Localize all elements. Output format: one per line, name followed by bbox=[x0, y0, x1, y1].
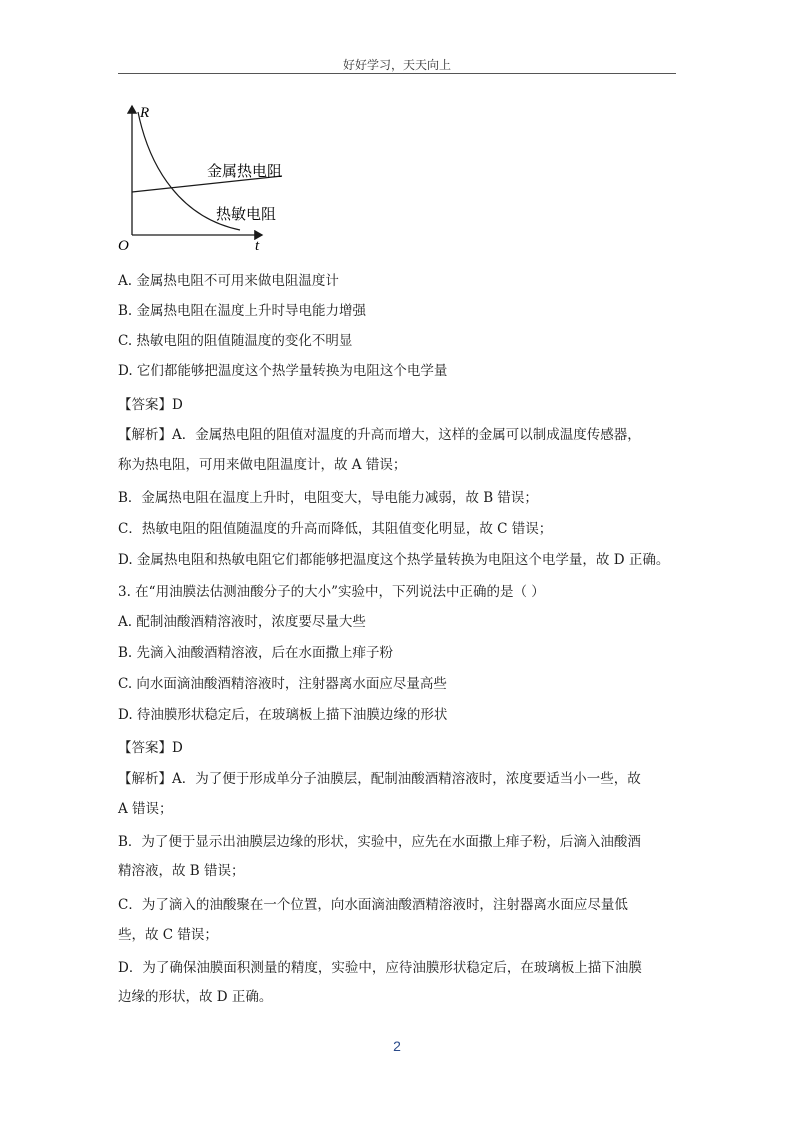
analysis-3-line-7: D．为了确保油膜面积测量的精度，实验中，应待油膜形状稳定后，在玻璃板上描下油膜 bbox=[118, 960, 642, 976]
answer-2: 【答案】D bbox=[118, 397, 183, 413]
x-axis-label: t bbox=[255, 238, 260, 254]
origin-label: O bbox=[118, 238, 129, 254]
resistance-temperature-graph bbox=[112, 100, 312, 260]
analysis-2-line-1: 【解析】A．金属热电阻的阻值对温度的升高而增大，这样的金属可以制成温度传感器， bbox=[118, 427, 641, 443]
page-number: 2 bbox=[393, 1038, 401, 1054]
option-3a: A. 配制油酸酒精溶液时，浓度要尽量大些 bbox=[118, 614, 366, 630]
question-3: 3. 在“用油膜法估测油酸分子的大小”实验中，下列说法中正确的是（ ） bbox=[118, 584, 545, 600]
analysis-3-line-2: A 错误； bbox=[118, 801, 173, 817]
analysis-3-line-5: C．为了滴入的油酸聚在一个位置，向水面滴油酸酒精溶液时，注射器离水面应尽量低 bbox=[118, 897, 628, 913]
option-3c: C. 向水面滴油酸酒精溶液时，注射器离水面应尽量高些 bbox=[118, 676, 447, 692]
thermistor-label: 热敏电阻 bbox=[216, 205, 277, 223]
analysis-3-line-6: 些，故 C 错误； bbox=[118, 927, 218, 943]
analysis-2-line-5: D. 金属热电阻和热敏电阻它们都能够把温度这个热学量转换为电阻这个电学量，故 D 正确。 bbox=[118, 552, 670, 568]
y-axis-label: R bbox=[140, 105, 150, 121]
option-2a: A. 金属热电阻不可用来做电阻温度计 bbox=[118, 273, 339, 289]
analysis-2-line-2: 称为热电阻，可用来做电阻温度计，故 A 错误； bbox=[118, 457, 407, 473]
analysis-3-line-3: B．为了便于显示出油膜层边缘的形状，实验中，应先在水面撒上痱子粉，后滴入油酸酒 bbox=[118, 834, 641, 850]
header-rule bbox=[118, 73, 676, 74]
analysis-3-line-4: 精溶液，故 B 错误； bbox=[118, 863, 245, 879]
metal-thermal-resistor-label: 金属热电阻 bbox=[207, 162, 283, 180]
option-2b: B. 金属热电阻在温度上升时导电能力增强 bbox=[118, 303, 367, 319]
option-3b: B. 先滴入油酸酒精溶液，后在水面撒上痱子粉 bbox=[118, 645, 394, 661]
analysis-2-line-3: B．金属热电阻在温度上升时，电阻变大，导电能力减弱，故 B 错误； bbox=[118, 490, 538, 506]
page-header: 好好学习，天天向上 bbox=[342, 58, 451, 72]
option-2d: D. 它们都能够把温度这个热学量转换为电阻这个电学量 bbox=[118, 363, 448, 379]
option-3d: D. 待油膜形状稳定后，在玻璃板上描下油膜边缘的形状 bbox=[118, 707, 448, 723]
analysis-2-line-4: C．热敏电阻的阻值随温度的升高而降低，其阻值变化明显，故 C 错误； bbox=[118, 521, 553, 537]
option-2c: C. 热敏电阻的阻值随温度的变化不明显 bbox=[118, 333, 353, 349]
analysis-3-line-1: 【解析】A．为了便于形成单分子油膜层，配制油酸酒精溶液时，浓度要适当小一些，故 bbox=[118, 771, 641, 787]
answer-3: 【答案】D bbox=[118, 740, 183, 756]
analysis-3-line-8: 边缘的形状，故 D 正确。 bbox=[118, 989, 273, 1005]
